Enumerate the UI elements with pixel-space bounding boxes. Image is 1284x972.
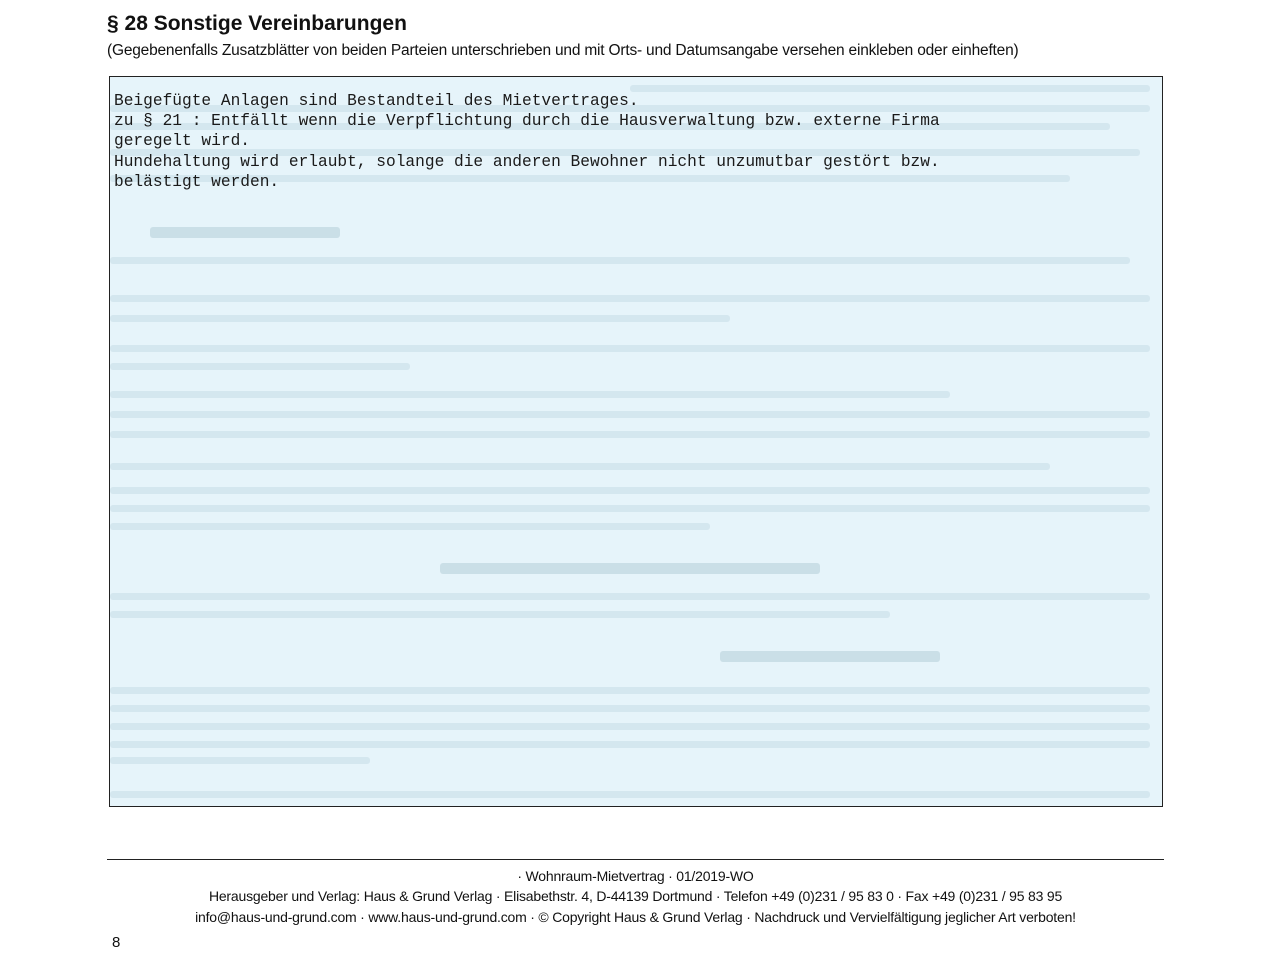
section-title: § 28 Sonstige Vereinbarungen xyxy=(107,12,407,35)
page-number: 8 xyxy=(112,934,121,951)
section-instruction: (Gegebenenfalls Zusatzblätter von beiden Parteien unterschrieben und mit Orts- und Datumsangabe versehen einkleben oder einheften) xyxy=(107,42,1019,59)
footer-publisher: Herausgeber und Verlag: Haus & Grund Verlag · Elisabethstr. 4, D-44139 Dortmund · Telefon +49 (0)231 / 95 83 0 · Fax +49 (0)231 / 95 83 95 xyxy=(208,888,1063,904)
footer-document-id: · Wohnraum-Mietvertrag · 01/2019-WO xyxy=(517,868,754,884)
agreement-text-box[interactable] xyxy=(109,76,1163,807)
footer-divider xyxy=(107,859,1164,860)
agreement-text[interactable]: Beigefügte Anlagen sind Bestandteil des Mietvertrages. zu § 21 : Entfällt wenn die Verpflichtung durch die Hausverwaltung bzw. externe Firma geregelt wird. Hundehaltung wird erlaubt, solange die anderen Bewohner nicht unzumutbar gestört bzw. belästigt werden. xyxy=(114,92,940,191)
footer-contact: info@haus-und-grund.com · www.haus-und-grund.com · © Copyright Haus & Grund Verlag · Nachdruck und Vervielfältigung jeglicher Art verboten! xyxy=(195,909,1076,925)
